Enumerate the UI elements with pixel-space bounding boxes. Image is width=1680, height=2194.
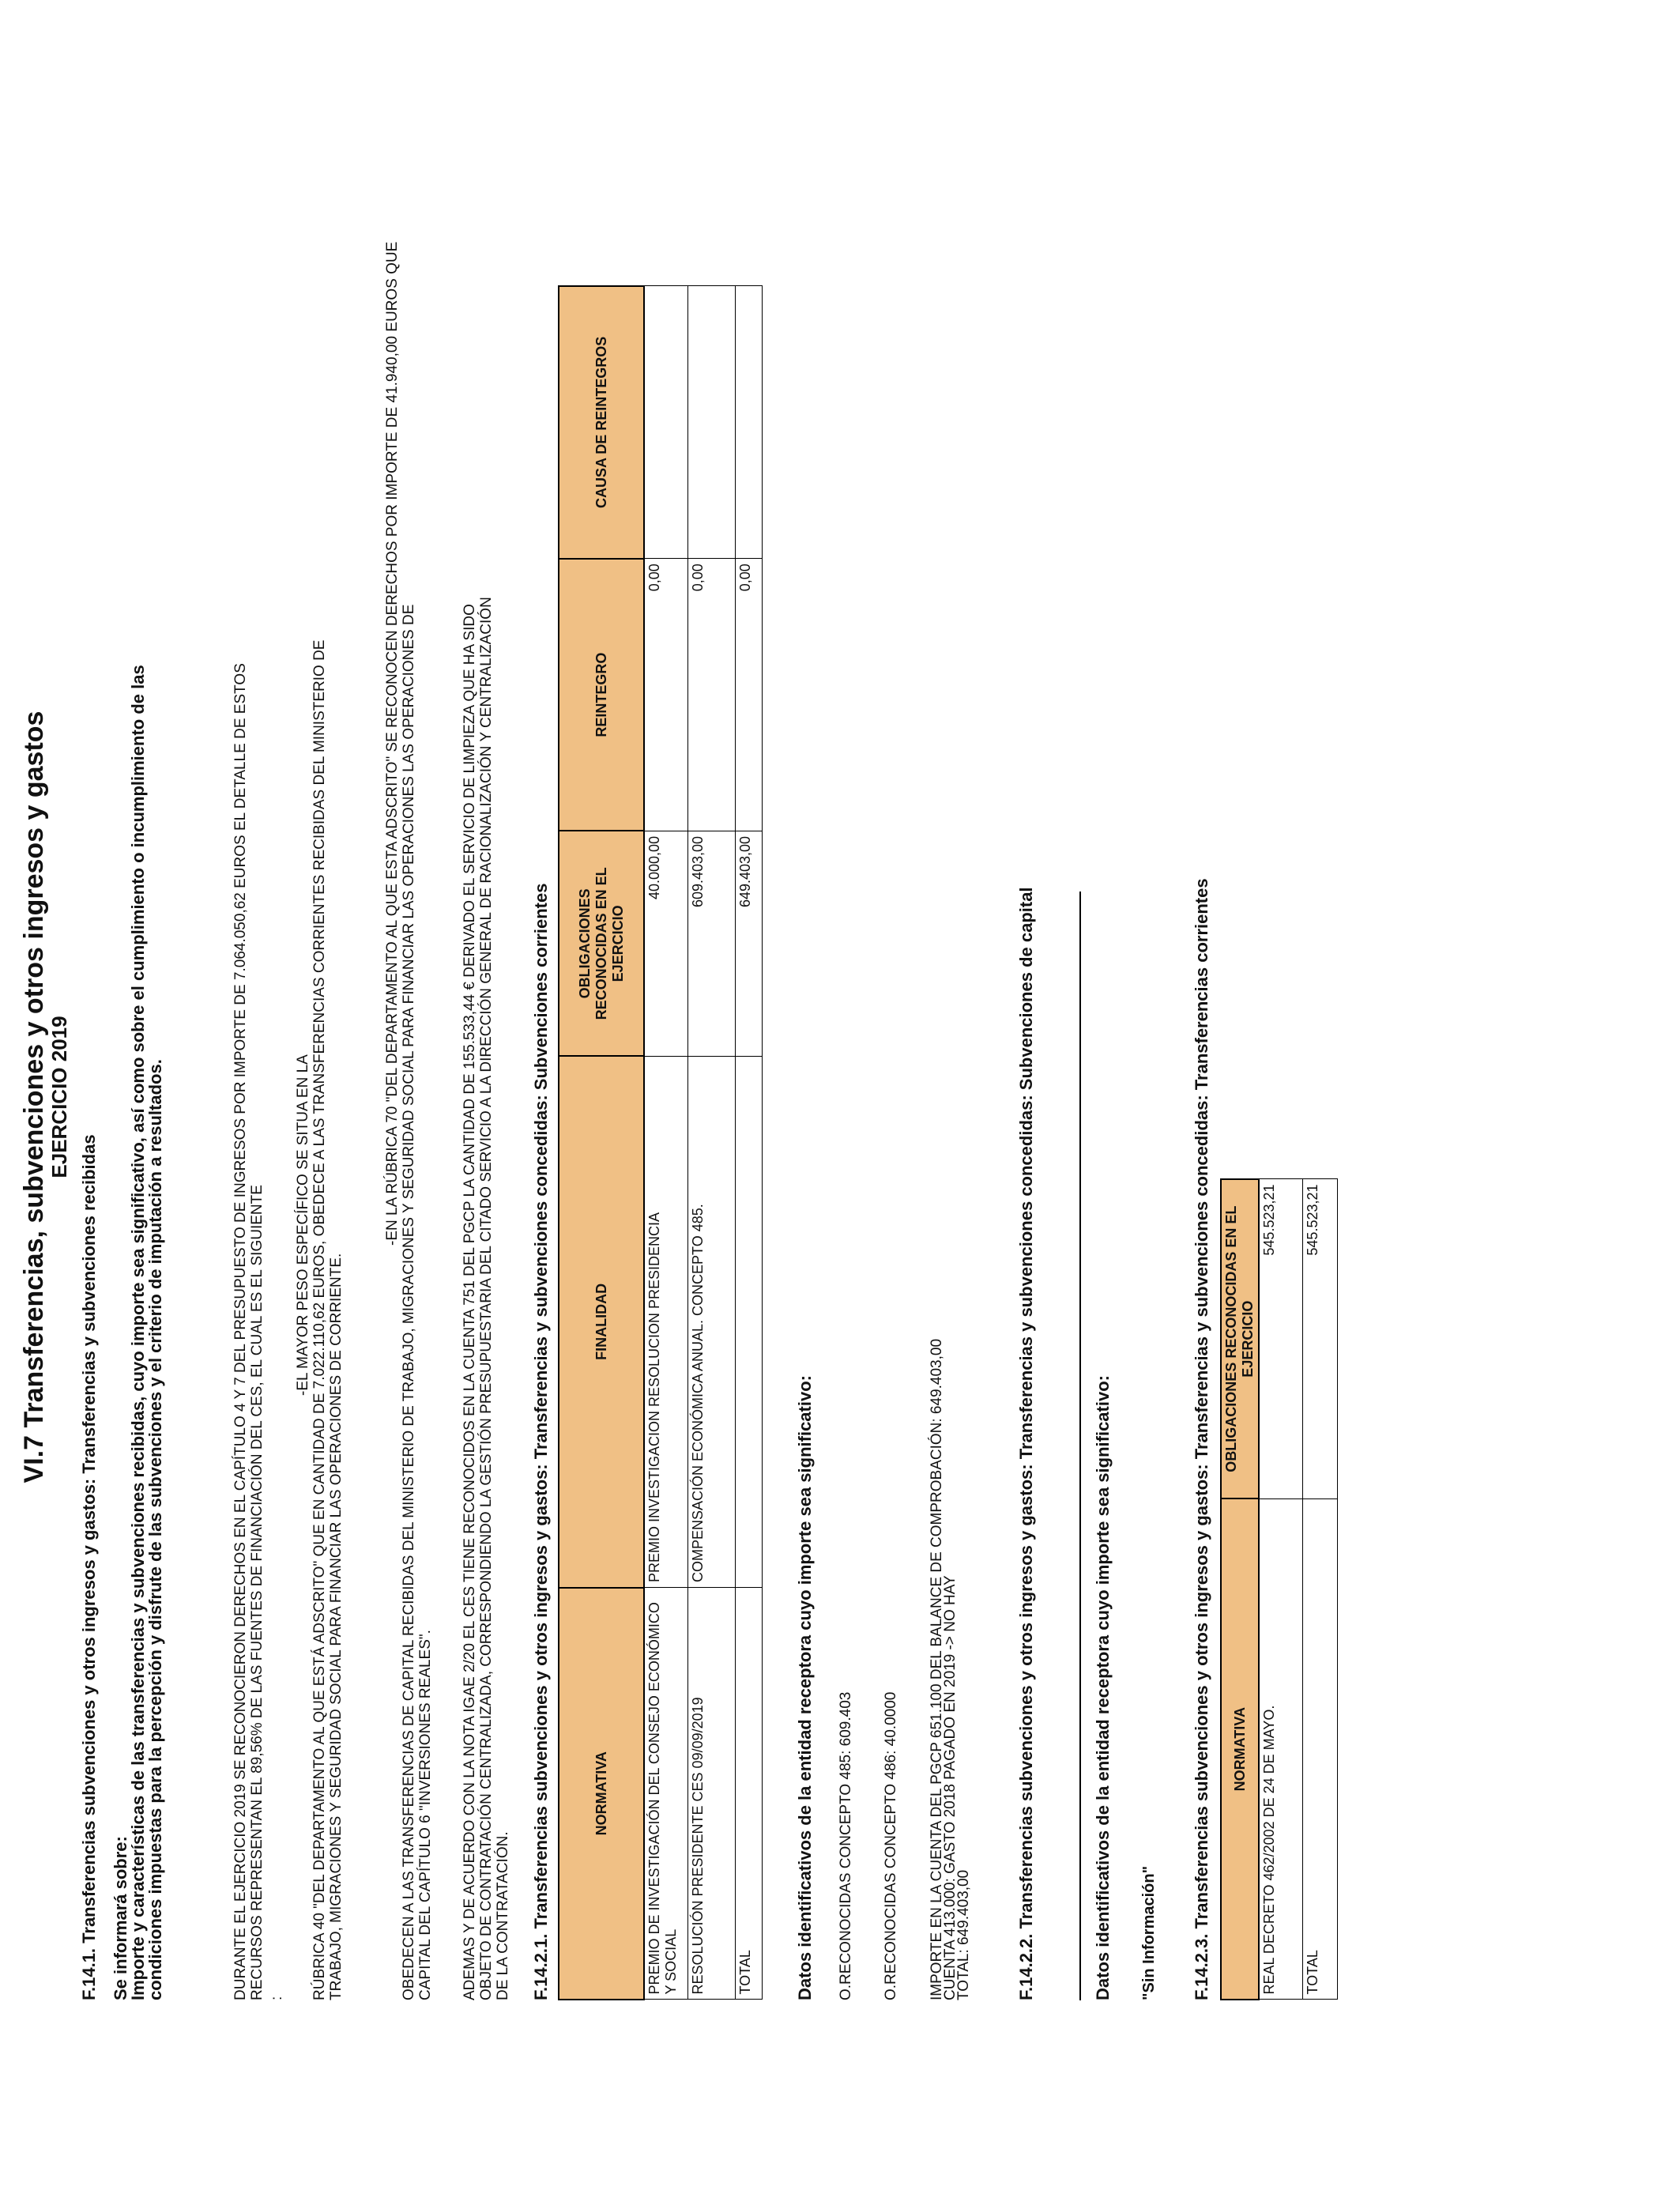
- col-causa-header: CAUSA DE REINTEGROS: [559, 286, 644, 559]
- cell-finalidad: COMPENSACIÓN ECONÓMICA ANUAL. CONCEPTO 485.: [687, 1056, 735, 1587]
- paragraph-2-line-3: TRABAJO, MIGRACIONES Y SEGURIDAD SOCIAL PARA FINANCIAR LAS OPERACIONES DE CORRIENTE.: [328, 1253, 345, 2000]
- paragraph-4-line-3: DE LA CONTRATACIÓN.: [495, 1831, 511, 2000]
- paragraph-4-line-2: OBJETO DE CONTRATACIÓN CENTRALIZADA, CORRESPONDIENDO LA GESTIÓN PRESUPUESTARIA DEL CITADO SERVICIO A LA DIRECCIÓN GENERAL DE RACIONALIZACIÓN Y CENTRALIZACIÓN: [478, 597, 495, 2000]
- col-normativa-header: NORMATIVA: [559, 1588, 644, 2000]
- table-total-row: [1302, 1179, 1337, 2000]
- cell-normativa: REAL DECRETO 462/2002 DE 24 DE MAYO.: [1259, 1498, 1302, 2000]
- importe-cuenta-line-1: IMPORTE EN LA CUENTA DEL PGCP 651.100 DEL BALANCE DE COMPROBACIÓN: 649.403,00: [929, 1338, 945, 2000]
- importe-cuenta-line-2: CUENTA 413.000: GASTO 2018 PAGADO EN 2019 -> NO HAY: [942, 1575, 959, 2000]
- table-header-row: [1221, 1179, 1259, 2000]
- paragraph-4-line-1: ADEMAS Y DE ACUERDO CON LA NOTA IGAE 2/20 EL CES TIENE RECONOCIDOS EN LA CUENTA 751 DEL PGCP LA CANTIDAD DE 155.533,44 € DERIVADO EL SERVICIO DE LIMPIEZA QUE HA SIDO: [461, 604, 478, 2000]
- table-row: [644, 286, 687, 2000]
- cell-reintegro: 0,00: [644, 559, 687, 831]
- cell-total-label: TOTAL: [735, 1588, 762, 2000]
- reconocidas-486: O.RECONOCIDAS CONCEPTO 486: 40.0000: [883, 1691, 899, 2000]
- paragraph-1-line-3: :: [269, 1996, 285, 2000]
- table-row: [687, 286, 735, 2000]
- se-informara-label: Se informará sobre:: [111, 1836, 130, 2000]
- col-obligaciones-header: OBLIGACIONES RECONOCIDAS EN EL EJERCICIO: [559, 831, 644, 1056]
- section-heading-f1423: F.14.2.3. Transferencias subvenciones y otros ingresos y gastos: Transferencias y subvenciones concedidas: Transferencias corrientes: [1192, 878, 1211, 2000]
- importe-desc-line-1: Importe y características de las transferencias y subvenciones recibidas, cuyo importe sea significativo, así como sobre el cumplimiento o incumplimiento de las: [128, 665, 148, 2000]
- datos-heading-f1422: Datos identificativos de la entidad receptora cuyo importe sea significativo:: [1093, 1375, 1113, 2000]
- reconocidas-485: O.RECONOCIDAS CONCEPTO 485: 609.403: [838, 1691, 854, 2000]
- sin-informacion-text: "Sin Información": [1140, 1865, 1158, 2000]
- cell-obligaciones: 609.403,00: [687, 831, 735, 1056]
- cell-total-label: TOTAL: [1302, 1498, 1337, 2000]
- cell-causa: [687, 286, 735, 559]
- cell-total-obligaciones: 545.523,21: [1302, 1179, 1337, 1498]
- datos-heading-f1421: Datos identificativos de la entidad receptora cuyo importe sea significativo:: [795, 1375, 815, 2000]
- table-header-row: [559, 286, 644, 2000]
- importe-cuenta-line-3: TOTAL: 649.403,00: [955, 1869, 972, 2000]
- cell-normativa: PREMIO DE INVESTIGACIÓN DEL CONSEJO ECONÓMICO Y SOCIAL: [644, 1588, 687, 2000]
- cell-causa: [644, 286, 687, 559]
- paragraph-1-line-1: DURANTE EL EJERCICIO 2019 SE RECONOCIERON DERECHOS EN EL CAPÍTULO 4 Y 7 DEL PRESUPUESTO DE INGRESOS POR IMPORTE DE 7.064.050,62 EUROS EL DETALLE DE ESTOS: [232, 663, 249, 2000]
- col-obligaciones-header: OBLIGACIONES RECONOCIDAS EN EL EJERCICIO: [1221, 1179, 1259, 1498]
- cell-obligaciones: 40.000,00: [644, 831, 687, 1056]
- divider-line: [1079, 892, 1081, 2000]
- paragraph-2-line-1: -EL MAYOR PESO ESPECÍFICO SE SITUA EN LA: [295, 1054, 311, 1396]
- subvenciones-corrientes-table: [558, 285, 763, 2000]
- importe-desc-line-2: condiciones impuestas para la percepción y disfrute de las subvenciones y el criterio de imputación a resultados.: [145, 1059, 165, 2000]
- col-reintegro-header: REINTEGRO: [559, 559, 644, 831]
- section-heading-f1421: F.14.2.1. Transferencias subvenciones y otros ingresos y gastos: Transferencias y subvenciones concedidas: Subvenciones corrientes: [531, 883, 551, 2000]
- section-heading-f1422: F.14.2.2. Transferencias subvenciones y otros ingresos y gastos: Transferencias y subvenciones concedidas: Subvenciones de capital: [1016, 887, 1036, 2000]
- paragraph-3-line-3: CAPITAL DEL CAPÍTULO 6 "INVERSIONES REALES".: [417, 1630, 434, 2000]
- paragraph-3-line-2: OBEDECEN A LAS TRANSFERENCIAS DE CAPITAL RECIBIDAS DEL MINISTERIO DE TRABAJO, MIGRACIONES Y SEGURIDAD SOCIAL PARA FINANCIAR LAS OPERACIONES LAS OPERACIONES DE: [401, 604, 417, 2000]
- page-subtitle: EJERCICIO 2019: [47, 1016, 71, 1178]
- transferencias-corrientes-table: [1220, 1178, 1338, 2000]
- cell-causa: [735, 286, 762, 559]
- cell-obligaciones: 545.523,21: [1259, 1179, 1302, 1498]
- section-heading-f141: F.14.1. Transferencias subvenciones y otros ingresos y gastos: Transferencias y subvenciones recibidas: [79, 1134, 99, 2000]
- paragraph-2-line-2: RÚBRICA 40 "DEL DEPARTAMENTO AL QUE ESTÁ ADSCRITO" QUE EN CANTIDAD DE 7.022.110,62 EUROS, OBEDECE A LAS TRANSFERENCIAS CORRIENTES RECIBIDAS DEL MINISTERIO DE: [311, 639, 328, 2000]
- table-total-row: [735, 286, 762, 2000]
- table-row: [1259, 1179, 1302, 2000]
- paragraph-1-line-2: RECURSOS REPRESENTAN EL 89,56% DE LAS FUENTES DE FINANCIACIÓN DEL CES, EL CUAL ES EL SIGUIENTE: [249, 1185, 266, 2000]
- col-normativa-header: NORMATIVA: [1221, 1498, 1259, 2000]
- paragraph-3-line-1: -EN LA RÚBRICA 70 "DEL DEPARTAMENTO AL QUE ESTA ADSCRITO" SE RECONOCEN DERECHOS POR IMPORTE DE 41.940,00 EUROS QUE: [384, 241, 401, 1246]
- page-title: VI.7 Transferencias, subvenciones y otros ingresos y gastos: [19, 711, 49, 1483]
- cell-total-reintegro: 0,00: [735, 559, 762, 831]
- cell-normativa: RESOLUCIÓN PRESIDENTE CES 09/09/2019: [687, 1588, 735, 2000]
- cell-reintegro: 0,00: [687, 559, 735, 831]
- cell-finalidad: PREMIO INVESTIGACION RESOLUCION PRESIDENCIA: [644, 1056, 687, 1587]
- col-finalidad-header: FINALIDAD: [559, 1056, 644, 1587]
- cell-finalidad: [735, 1056, 762, 1587]
- cell-total-obligaciones: 649.403,00: [735, 831, 762, 1056]
